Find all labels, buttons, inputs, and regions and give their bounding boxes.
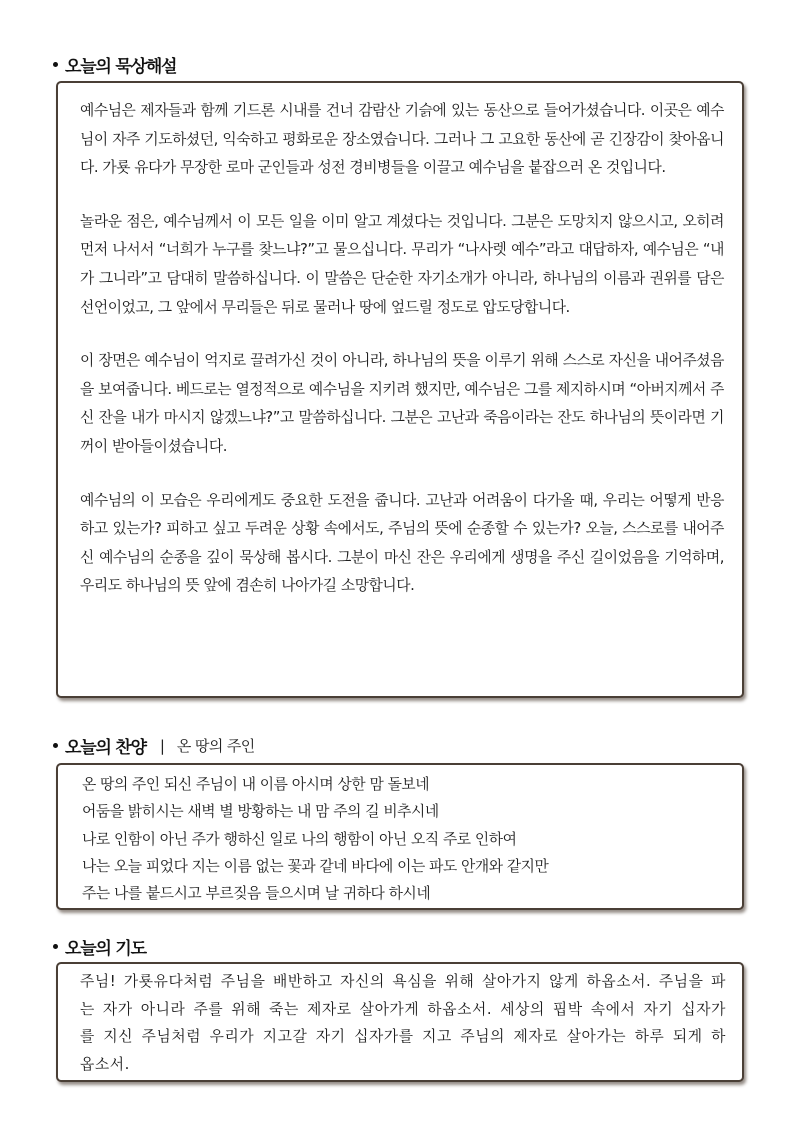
hymn-subtitle: 온 땅의 주인: [176, 737, 255, 755]
meditation-paragraph: 예수님의 이 모습은 우리에게도 중요한 도전을 줍니다. 고난과 어려움이 다가올 때, 우리는 어떻게 반응하고 있는가? 피하고 싶고 두려운 상황 속에서도, 주님의 뜻에 순종할 수 있는가? 오늘, 스스로를 내어주신 예수님의 순종을 깊이 묵상해 봅시다. 그분이 마신 잔은 우리에게 생명을 주신 길이었음을 기억하며, 우리도 하나님의 뜻 앞에 겸손히 나아가길 소망합니다.: [80, 491, 724, 595]
bullet-icon: [53, 62, 58, 67]
bullet-icon: [53, 944, 58, 949]
meditation-title: 오늘의 묵상해설: [65, 57, 177, 77]
hymn-heading: [53, 733, 255, 758]
prayer-title: 오늘의 기도: [65, 939, 146, 959]
prayer-box: [56, 962, 744, 1082]
meditation-paragraph: 예수님은 제자들과 함께 기드론 시내를 건너 감람산 기슭에 있는 동산으로 들어가셨습니다. 이곳은 예수님이 자주 기도하셨던, 익숙하고 평화로운 장소였습니다. 그러나 그 고요한 동산에 곧 긴장감이 찾아옵니다. 가룟 유다가 무장한 로마 군인들과 성전 경비병들을 이끌고 예수님을 붙잡으러 온 것입니다.: [80, 102, 724, 177]
hymn-line: 나로 인함이 아닌 주가 행하신 일로 나의 행함이 아닌 오직 주로 인하여: [82, 830, 517, 848]
hymn-separator: |: [159, 736, 165, 755]
hymn-title: 오늘의 찬양: [65, 738, 146, 758]
meditation-heading: [53, 52, 176, 77]
prayer-heading: [53, 934, 146, 959]
bullet-icon: [53, 743, 58, 748]
hymn-line: 어둠을 밝히시는 새벽 별 방황하는 내 맘 주의 길 비추시네: [82, 803, 439, 821]
hymn-line: 온 땅의 주인 되신 주님이 내 이름 아시며 상한 맘 돌보네: [82, 776, 430, 793]
hymn-line: 나는 오늘 피었다 지는 이름 없는 꽃과 같네 바다에 이는 파도 안개와 같지만: [82, 857, 549, 875]
hymn-line: 주는 나를 붙드시고 부르짖음 들으시며 날 귀하다 하시네: [82, 885, 431, 903]
meditation-paragraph: 이 장면은 예수님이 억지로 끌려가신 것이 아니라, 하나님의 뜻을 이루기 위해 스스로 자신을 내어주셨음을 보여줍니다. 베드로는 열정적으로 예수님을 지키려 했지만, 예수님은 그를 제지하시며 “아버지께서 주신 잔을 내가 마시지 않겠느냐?”고 말씀하십니다. 그분은 고난과 죽음이라는 잔도 하나님의 뜻이라면 기꺼이 받아들이셨습니다.: [80, 352, 724, 455]
prayer-text: 주님! 가룟유다처럼 주님을 배반하고 자신의 욕심을 위해 살아가지 않게 하옵소서. 주님을 파는 자가 아니라 주를 위해 죽는 제자로 살아가게 하옵소서. 세상의 핍박 속에서 자기 십자가를 지신 주님처럼 우리가 지고갈 자기 십자가를 지고 주님의 제자로 살아가는 하루 되게 하옵소서.: [80, 973, 726, 1073]
meditation-box: [56, 81, 744, 698]
meditation-paragraph: 놀라운 점은, 예수님께서 이 모든 일을 이미 알고 계셨다는 것입니다. 그분은 도망치지 않으시고, 오히려 먼저 나서서 “너희가 누구를 찾느냐?”고 물으십니다. 무리가 “나사렛 예수”라고 대답하자, 예수님은 “내가 그니라”고 담대히 말씀하십니다. 이 말씀은 단순한 자기소개가 아니라, 하나님의 이름과 권위를 담은 선언이었고, 그 앞에서 무리들은 뒤로 물러나 땅에 엎드릴 정도로 압도당합니다.: [80, 212, 724, 316]
hymn-box: [56, 763, 744, 910]
